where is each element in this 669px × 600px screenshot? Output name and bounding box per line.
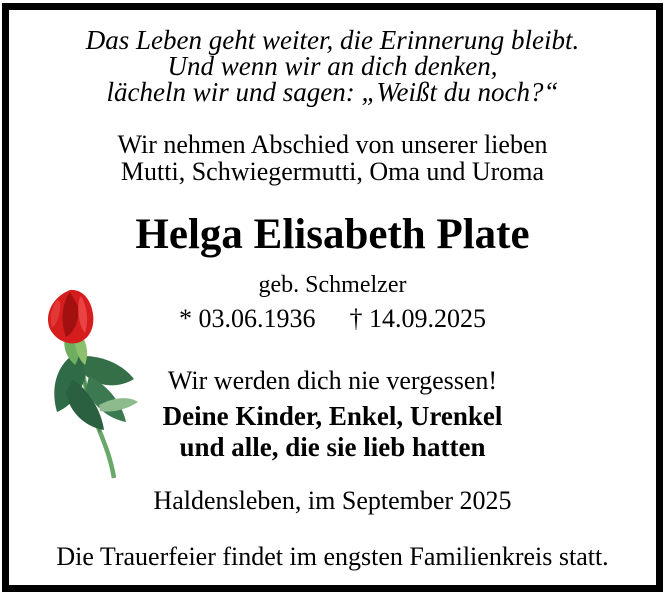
birth-date: * 03.06.1936 (179, 304, 316, 333)
rose-icon (29, 286, 141, 486)
epigraph-line-2: Und wenn wir an dich denken, (167, 51, 498, 81)
farewell-line: Wir werden dich nie vergessen! (167, 366, 498, 395)
epigraph-line-3: lächeln wir und sagen: „Weißt du noch?“ (106, 77, 559, 107)
mourners-line-2: und alle, die sie lieb hatten (179, 432, 486, 462)
place-and-date: Haldensleben, im September 2025 (153, 486, 512, 515)
death-date: † 14.09.2025 (349, 304, 486, 333)
obituary-notice-frame (2, 3, 663, 592)
deceased-name: Helga Elisabeth Plate (135, 211, 530, 258)
funeral-note: Die Trauerfeier findet im engsten Familienkreis statt. (56, 542, 609, 571)
intro-line-1: Wir nehmen Abschied von unserer lieben (117, 130, 548, 159)
farewell-intro (9, 131, 656, 185)
maiden-name: geb. Schmelzer (258, 272, 407, 298)
epigraph-line-1: Das Leben geht weiter, die Erinnerung bleibt. (85, 25, 580, 55)
mourners-line-1: Deine Kinder, Enkel, Urenkel (162, 401, 503, 431)
epigraph (9, 27, 656, 105)
intro-line-2: Mutti, Schwiegermutti, Oma und Uroma (120, 157, 545, 186)
